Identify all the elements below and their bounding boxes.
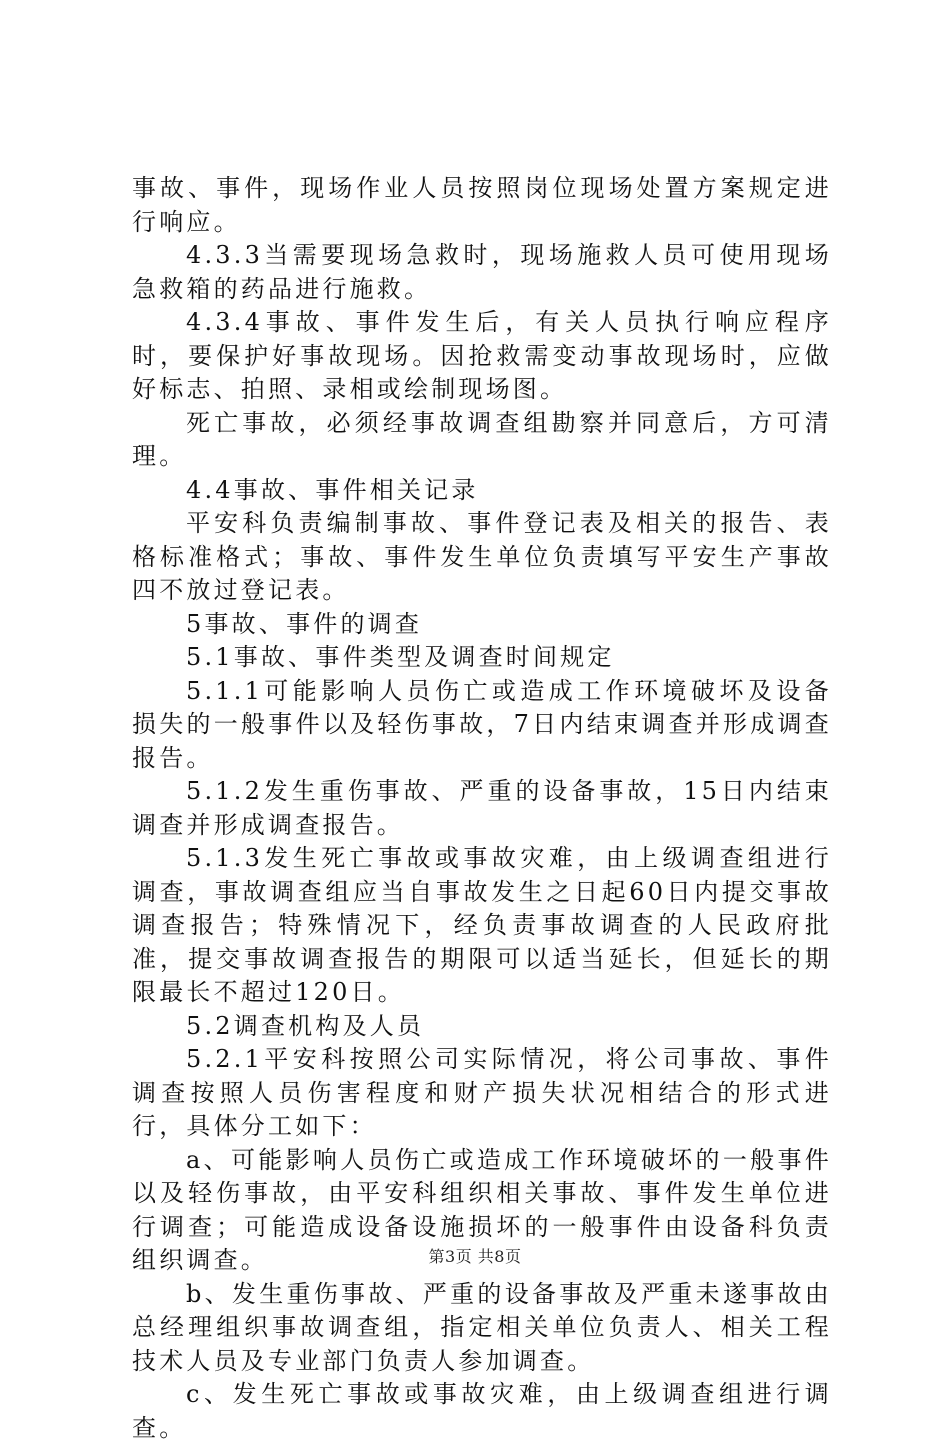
- paragraph: 5.2.1平安科按照公司实际情况，将公司事故、事件调查按照人员伤害程度和财产损失状况相结合的形式进行，具体分工如下：: [132, 1045, 832, 1140]
- section-heading: 5.1事故、事件类型及调查时间规定: [186, 643, 615, 671]
- section-heading: 5.2调查机构及人员: [186, 1011, 425, 1040]
- list-item: b、发生重伤事故、严重的设备事故及严重未遂事故由总经理组织事故调查组，指定相关单位负责人、相关工程技术人员及专业部门负责人参加调查。: [132, 1279, 832, 1375]
- paragraph: 死亡事故，必须经事故调查组勘察并同意后，方可清理。: [132, 408, 832, 470]
- paragraph: 事故、事件，现场作业人员按照岗位现场处置方案规定进行响应。: [132, 174, 832, 236]
- list-item: a、可能影响人员伤亡或造成工作环境破坏的一般事件以及轻伤事故，由平安科组织相关事故、事件发生单位进行调查；可能造成设备设施损坏的一般事件由设备科负责组织调查。: [132, 1145, 832, 1274]
- list-item: c、发生死亡事故或事故灾难，由上级调查组进行调查。: [132, 1380, 832, 1442]
- paragraph: 4.3.4事故、事件发生后，有关人员执行响应程序时，要保护好事故现场。因抢救需变动事故现场时，应做好标志、拍照、录相或绘制现场图。: [132, 308, 832, 403]
- page-number: 第3页 共8页: [428, 1247, 522, 1266]
- paragraph: 5.1.3发生死亡事故或事故灾难，由上级调查组进行调查，事故调查组应当自事故发生之日起60日内提交事故调查报告；特殊情况下，经负责事故调查的人民政府批准，提交事故调查报告的期限可以适当延长，但延长的期限最长不超过120日。: [132, 844, 832, 1006]
- paragraph: 平安科负责编制事故、事件登记表及相关的报告、表格标准格式；事故、事件发生单位负责填写平安生产事故四不放过登记表。: [132, 509, 832, 604]
- paragraph: 5.1.2发生重伤事故、严重的设备事故，15日内结束调查并形成调查报告。: [132, 777, 832, 839]
- paragraph: 5.1.1可能影响人员伤亡或造成工作环境破坏及设备损失的一般事件以及轻伤事故，7日内结束调查并形成调查报告。: [132, 676, 832, 772]
- section-heading: 4.4事故、事件相关记录: [186, 475, 479, 504]
- section-heading: 5事故、事件的调查: [186, 609, 423, 638]
- paragraph: 4.3.3当需要现场急救时，现场施救人员可使用现场急救箱的药品进行施救。: [132, 241, 832, 303]
